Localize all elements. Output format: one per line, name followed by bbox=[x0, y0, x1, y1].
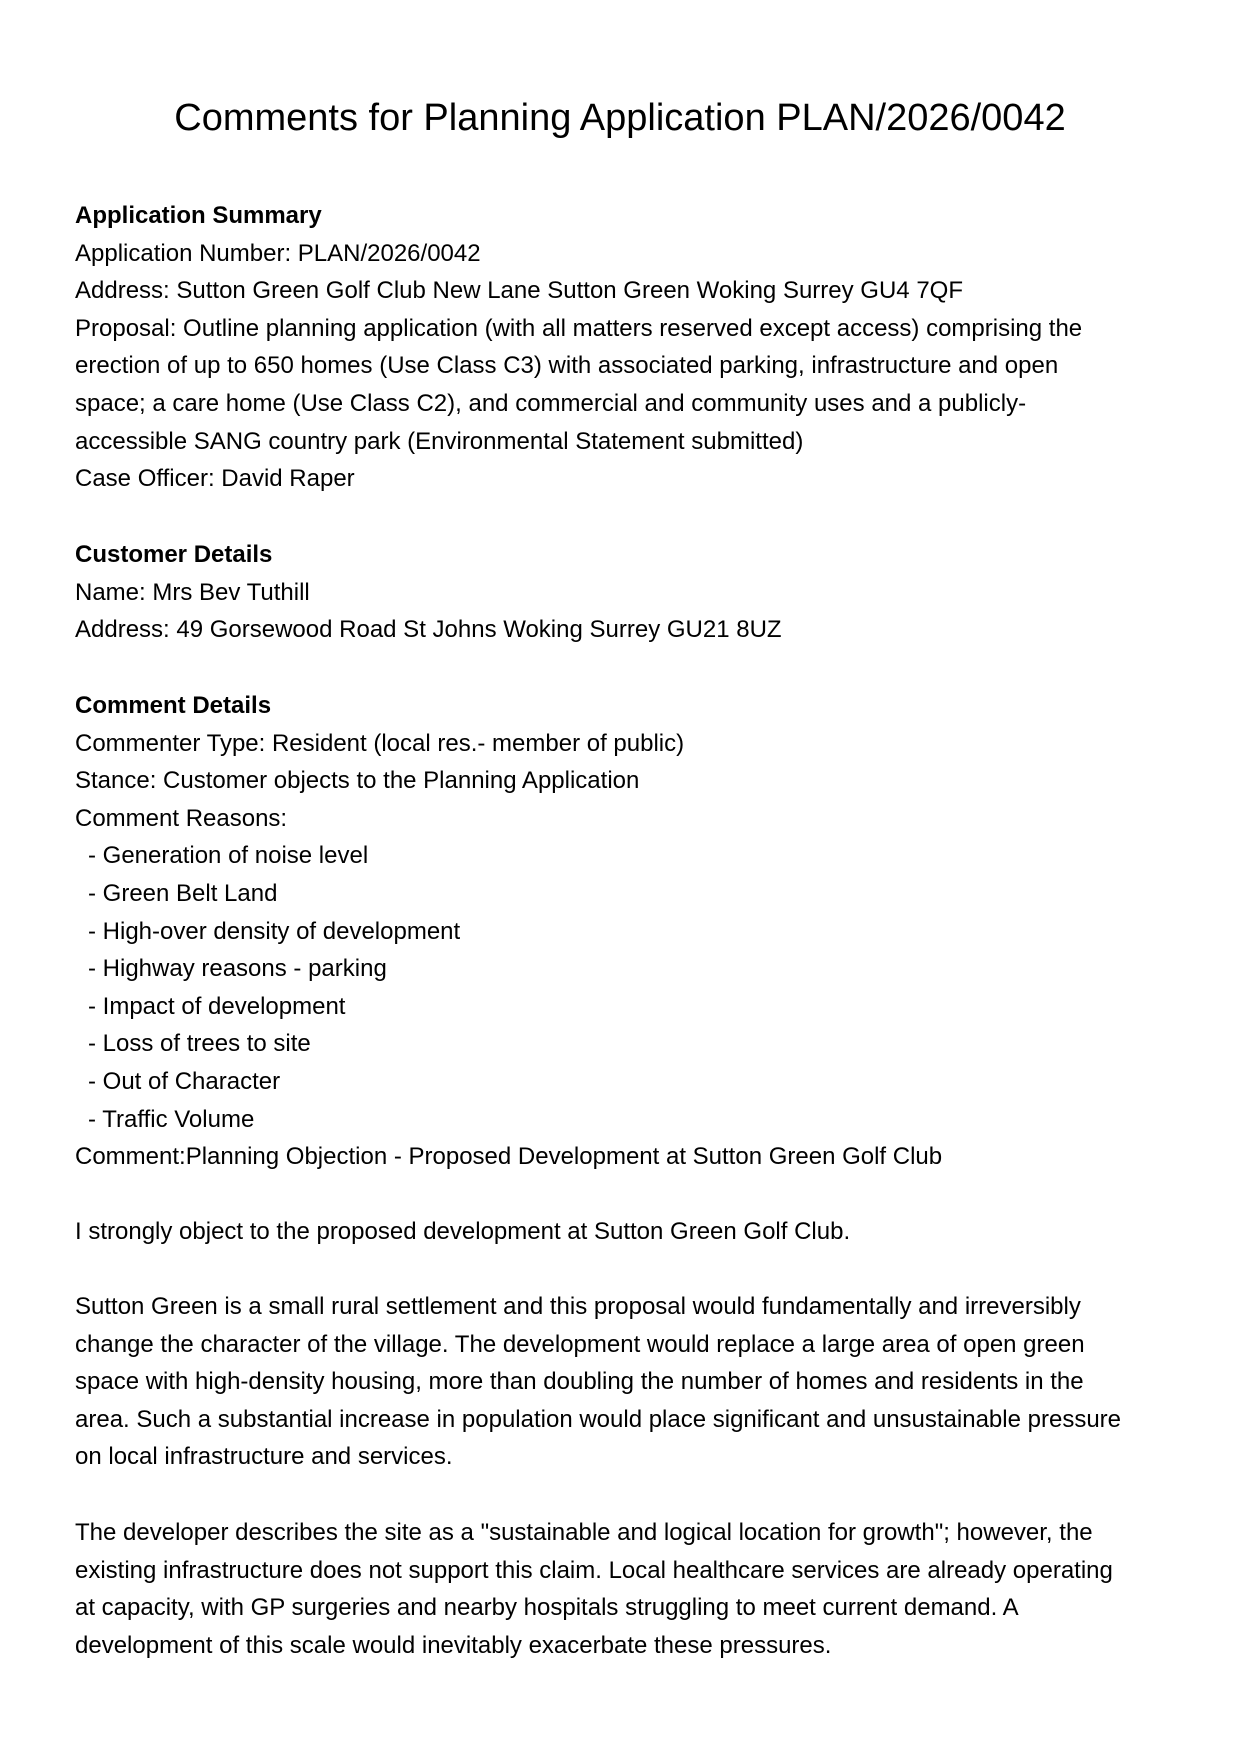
comment-reason-item: - High-over density of development bbox=[88, 917, 461, 945]
application-summary-heading: Application Summary bbox=[75, 202, 322, 229]
comment-paragraph-1 bbox=[75, 1213, 1175, 1251]
comment-paragraph-2 bbox=[75, 1288, 1175, 1476]
comment-first-line: Comment:Planning Objection - Proposed Development at Sutton Green Golf Club bbox=[75, 1143, 943, 1171]
stance: Stance: Customer objects to the Planning Application bbox=[75, 767, 640, 795]
comment-details-heading: Comment Details bbox=[75, 692, 272, 719]
case-officer: Case Officer: David Raper bbox=[75, 465, 355, 493]
comment-reason-item: - Traffic Volume bbox=[88, 1105, 255, 1133]
comment-reason-item: - Green Belt Land bbox=[88, 879, 278, 907]
proposal-line: erection of up to 650 homes (Use Class C3) with associated parking, infrastructure and open bbox=[75, 352, 1059, 380]
paragraph-line: development of this scale would inevitably exacerbate these pressures. bbox=[75, 1631, 832, 1659]
paragraph-line: I strongly object to the proposed development at Sutton Green Golf Club. bbox=[75, 1218, 851, 1245]
proposal-line: accessible SANG country park (Environmental Statement submitted) bbox=[75, 427, 804, 455]
application-address: Address: Sutton Green Golf Club New Lane Sutton Green Woking Surrey GU4 7QF bbox=[75, 277, 963, 305]
paragraph-line: change the character of the village. The development would replace a large area of open green bbox=[75, 1330, 1085, 1358]
page-title: Comments for Planning Application PLAN/2026/0042 bbox=[174, 97, 1066, 139]
comment-reasons-label: Comment Reasons: bbox=[75, 804, 288, 832]
paragraph-line: area. Such a substantial increase in population would place significant and unsustainable pressure bbox=[75, 1405, 1122, 1433]
paragraph-line: The developer describes the site as a "sustainable and logical location for growth"; however, the bbox=[75, 1519, 1093, 1546]
comment-reason-item: - Highway reasons - parking bbox=[88, 955, 387, 983]
customer-details-heading: Customer Details bbox=[75, 541, 273, 568]
paragraph-line: space with high-density housing, more than doubling the number of homes and residents in the bbox=[75, 1368, 1084, 1396]
comment-paragraph-3 bbox=[75, 1514, 1175, 1664]
customer-address: Address: 49 Gorsewood Road St Johns Woking Surrey GU21 8UZ bbox=[75, 616, 782, 644]
customer-name: Name: Mrs Bev Tuthill bbox=[75, 578, 310, 606]
proposal-line: Proposal: Outline planning application (with all matters reserved except access) comprising the bbox=[75, 314, 1083, 342]
commenter-type: Commenter Type: Resident (local res.- member of public) bbox=[75, 729, 685, 757]
paragraph-line: existing infrastructure does not support this claim. Local healthcare services are already operating bbox=[75, 1556, 1113, 1584]
proposal-line: space; a care home (Use Class C2), and commercial and community uses and a publicly- bbox=[75, 389, 1027, 417]
paragraph-line: on local infrastructure and services. bbox=[75, 1443, 453, 1471]
application-number: Application Number: PLAN/2026/0042 bbox=[75, 239, 481, 267]
customer-details-section bbox=[75, 536, 1175, 649]
comment-details-section bbox=[75, 687, 1175, 1176]
comment-reason-item: - Impact of development bbox=[88, 992, 346, 1020]
paragraph-line: Sutton Green is a small rural settlement and this proposal would fundamentally and irreversibly bbox=[75, 1293, 1081, 1320]
comment-reason-item: - Generation of noise level bbox=[88, 842, 369, 870]
paragraph-line: at capacity, with GP surgeries and nearby hospitals struggling to meet current demand. A bbox=[75, 1594, 1019, 1622]
comment-reason-item: - Out of Character bbox=[88, 1067, 281, 1095]
application-summary-section bbox=[75, 197, 1175, 498]
comment-reason-item: - Loss of trees to site bbox=[88, 1030, 311, 1058]
